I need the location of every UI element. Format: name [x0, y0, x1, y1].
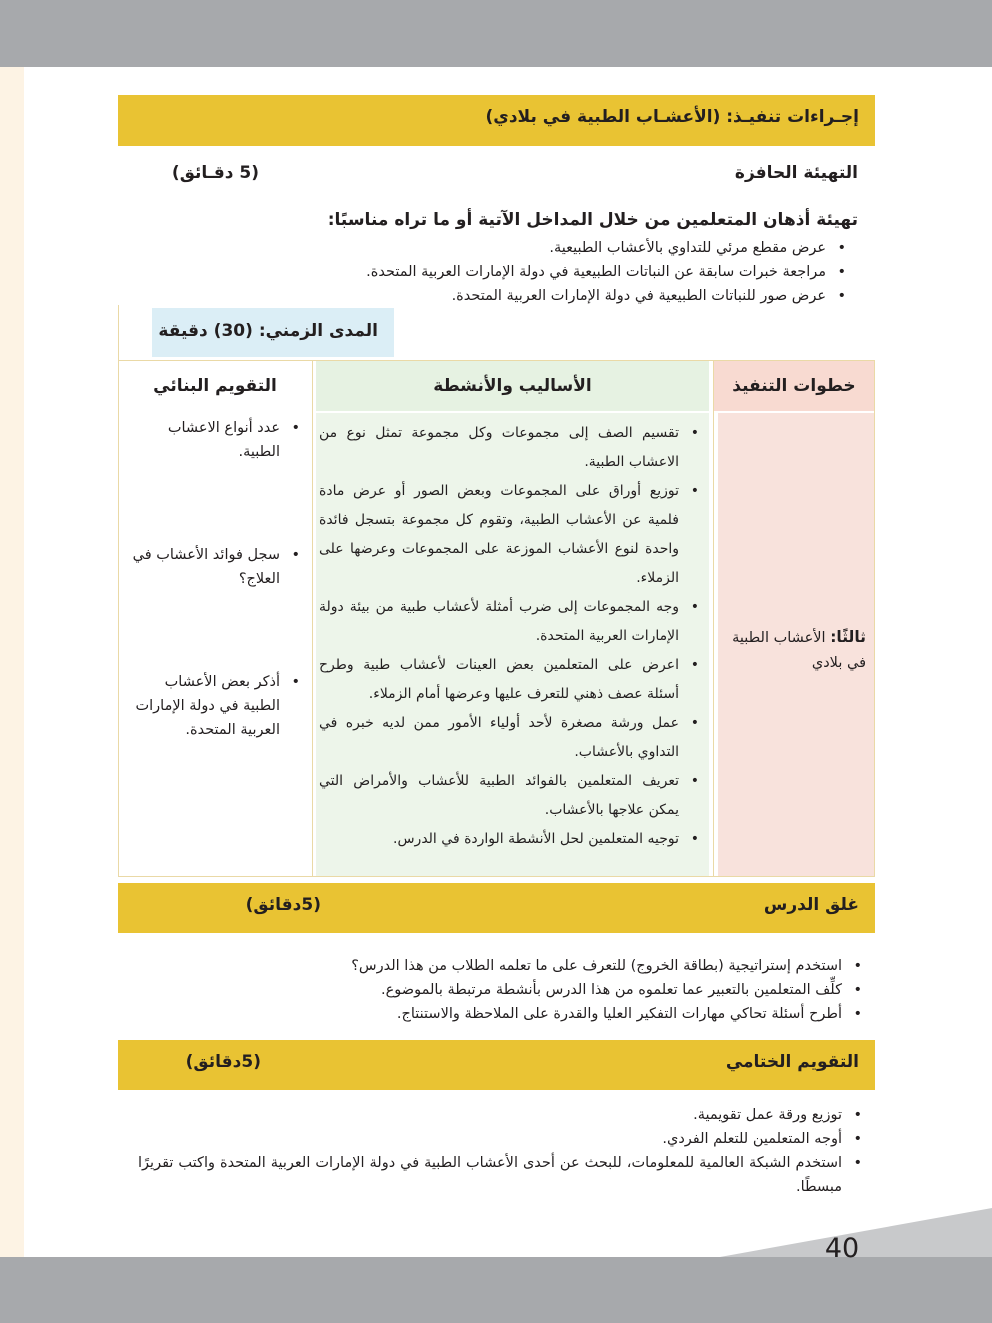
list-item: • وجه المجموعات إلى ضرب أمثلة لأعشاب طبية من بيئة دولة الإمارات العربية المتحدة.: [319, 593, 705, 651]
list-item: • توجيه المتعلمين لحل الأنشطة الواردة في الدرس.: [319, 825, 705, 854]
header-assessment: التقويم البنائي: [119, 361, 311, 411]
list-item: • استخدم إستراتيجية (بطاقة الخروج) للتعرف على ما تعلمه الطلاب من هذا الدرس؟: [128, 954, 868, 978]
final-bar: [118, 1040, 875, 1090]
list-item: • تقسيم الصف إلى مجموعات وكل مجموعة تمثل نوع من الاعشاب الطبية.: [319, 419, 705, 477]
step-label: الأعشاب الطبية في بلادي: [732, 630, 866, 671]
prep-heading: تهيئة أذهان المتعلمين من خلال المداخل الآتية أو ما تراه مناسبًا:: [327, 210, 858, 230]
close-list: [128, 954, 868, 1026]
final-time: (5دقائق): [185, 1052, 261, 1072]
page-number: 40: [824, 1233, 860, 1264]
methods-list: [319, 419, 705, 854]
left-margin-strip: [0, 67, 24, 1257]
cell-methods: [316, 413, 709, 876]
list-item: • أذكر بعض الأعشاب الطبية في دولة الإمارات العربية المتحدة.: [128, 670, 306, 742]
cell-steps: [718, 413, 874, 876]
assessment-item-3: [128, 670, 306, 742]
cell-assessment: [119, 413, 311, 876]
close-title: غلق الدرس: [763, 895, 859, 915]
procedures-title: إجـراءات تنفيـذ: (الأعشـاب الطبية في بلادي): [485, 107, 859, 127]
list-item: • توزيع أوراق على المجموعات وبعض الصور أو عرض مادة فلمية عن الأعشاب الطبية، وتقوم كل مجموعة بتسجل فائدة واحدة لنوع الأعشاب الموزعة على المجموعات وعرضها على الزملاء.: [319, 477, 705, 593]
list-item: • توزيع ورقة عمل تقويمية.: [138, 1103, 868, 1127]
step-text: [726, 625, 866, 676]
column-divider: [312, 360, 313, 877]
assessment-item-2: [128, 543, 306, 591]
list-item: • كلِّف المتعلمين بالتعبير عما تعلموه من هذا الدرس بأنشطة مرتبطة بالموضوع.: [128, 978, 868, 1002]
assessment-item-1: [128, 416, 306, 464]
top-band: [0, 0, 992, 67]
final-list: [138, 1103, 868, 1199]
list-item: • أوجه المتعلمين للتعلم الفردي.: [138, 1127, 868, 1151]
list-item: • عرض صور للنباتات الطبيعية في دولة الإمارات العربية المتحدة.: [232, 284, 852, 308]
list-item: • عدد أنواع الاعشاب الطبية.: [128, 416, 306, 464]
header-methods: الأساليب والأنشطة: [316, 361, 709, 411]
list-item: • مراجعة خبرات سابقة عن النباتات الطبيعية في دولة الإمارات العربية المتحدة.: [232, 260, 852, 284]
list-item: • تعريف المتعلمين بالفوائد الطبية للأعشاب والأمراض التي يمكن علاجها بالأعشاب.: [319, 767, 705, 825]
intro-title: التهيئة الحافزة: [734, 163, 858, 183]
intro-time: (5 دقـائق): [171, 163, 259, 183]
procedures-bar: [118, 95, 875, 146]
duration-label: المدى الزمني: (30) دقيقة: [158, 321, 378, 341]
close-bar: [118, 883, 875, 933]
header-steps: خطوات التنفيذ: [714, 361, 874, 411]
column-divider: [713, 360, 714, 877]
list-item: • عمل ورشة مصغرة لأحد أولياء الأمور ممن لديه خبره في التداوي بالأعشاب.: [319, 709, 705, 767]
list-item: • أطرح أسئلة تحاكي مهارات التفكير العليا والقدرة على الملاحظة والاستنتاج.: [128, 1002, 868, 1026]
step-number: ثالثًا:: [830, 628, 866, 646]
final-title: التقويم الختامي: [725, 1052, 859, 1072]
bottom-band: [0, 1257, 992, 1323]
list-item: • استخدم الشبكة العالمية للمعلومات، للبحث عن أحدى الأعشاب الطبية في دولة الإمارات العربية المتحدة واكتب تقريرًا مبسطًا.: [138, 1151, 868, 1199]
list-item: • سجل فوائد الأعشاب في العلاج؟: [128, 543, 306, 591]
prep-list: [232, 236, 852, 308]
list-item: • عرض مقطع مرئي للتداوي بالأعشاب الطبيعية.: [232, 236, 852, 260]
close-time: (5دقائق): [245, 895, 321, 915]
list-item: • اعرض على المتعلمين بعض العينات لأعشاب طبية وطرح أسئلة عصف ذهني للتعرف عليها وعرضها أمام الزملاء.: [319, 651, 705, 709]
